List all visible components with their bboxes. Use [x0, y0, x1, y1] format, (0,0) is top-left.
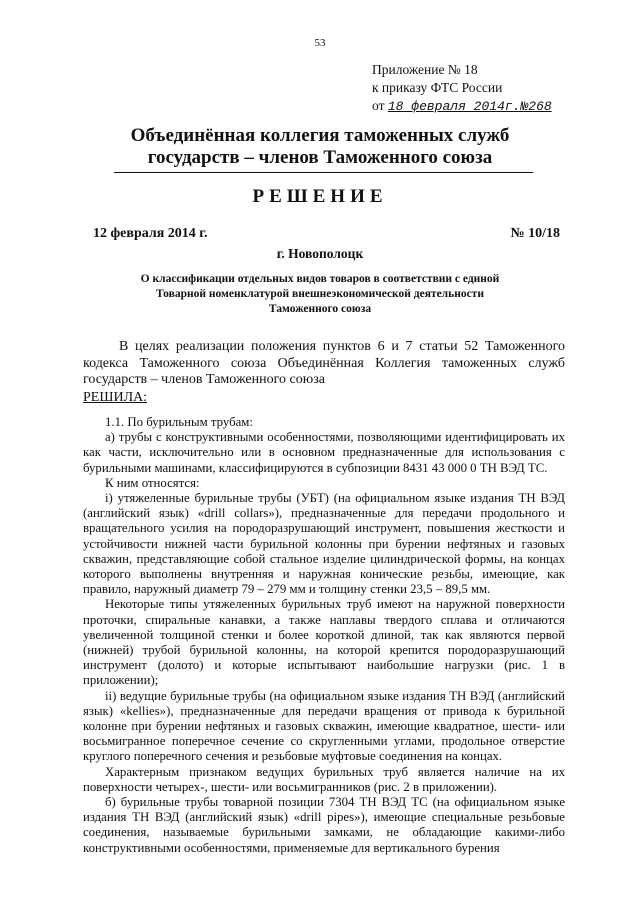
paragraph: а) трубы с конструктивными особенностями, позволяющими идентифицировать их как части, исключительно или в основном предназначенные для использования с бурильными машинами, классифицируются в субпозиции 8431 43 000 0 ТН ВЭД ТС. — [83, 430, 565, 475]
paragraph: б) бурильные трубы товарной позиции 7304 ТН ВЭД ТС (на официальном языке издания ТН ВЭД (английский язык) «drill pipes»), имеющие специальные резьбовые соединения, называемые бурильными замками, не обладающие какими-либо конструктивными особенностями, применяемые для вертикального бурения — [83, 795, 565, 855]
decision-date: 12 февраля 2014 г. — [93, 226, 208, 241]
paragraph: Некоторые типы утяжеленных бурильных труб имеют на наружной поверхности проточки, спиральные канавки, а также наплавы твердого сплава и отличаются увеличенной толщиной стенки и более короткой длиной, так как являются первой (нижней) трубой бурильной колонны, на которой крепится породоразрушающий инструмент (долото) и которые испытывают наибольшие нагрузки (рис. 1 в приложении); — [83, 597, 565, 688]
title-divider — [114, 172, 533, 173]
appendix-block — [372, 61, 552, 116]
decision-body — [83, 415, 565, 856]
organization-line-2: государств – членов Таможенного союза — [147, 147, 493, 168]
decision-subject — [110, 272, 530, 317]
paragraph: 1.1. По бурильным трубам: — [105, 415, 253, 429]
preamble — [83, 339, 565, 389]
appendix-line-1: Приложение № 18 — [372, 62, 478, 77]
subject-line-3: Таможенного союза — [268, 303, 372, 315]
decision-number: № 10/18 — [510, 226, 560, 241]
paragraph: К ним относятся: — [105, 475, 200, 490]
paragraph: Характерным признаком ведущих бурильных труб является наличие на их поверхности четырех-, шести- или восьмигранников (рис. 2 в приложении). — [83, 764, 565, 794]
appendix-date-prefix: от — [372, 98, 385, 113]
subject-line-2: Товарной номенклатурой внешнеэкономической деятельности — [156, 288, 484, 300]
appendix-line-3 — [372, 97, 552, 116]
appendix-handwritten-date: 18 февраля 2014г.№268 — [387, 99, 552, 114]
appendix-line-2: к приказу ФТС России — [372, 80, 503, 95]
paragraph: i) утяжеленные бурильные трубы (УБТ) (на официальном языке издания ТН ВЭД (английский язык) «drill collars»), предназначенные для передачи продольного и вращательного усилия на породоразрушающий инструмент, повышения жесткости и устойчивости нижней части бурильной колонны при бурении нефтяных и газовых скважин, представляющие собой стальное изделие цилиндрической формы, на концах которого выполнены внутренняя и наружная конические резьбы, имеющие, как правило, наружный диаметр 79 – 279 мм и толщину стенки 23,5 – 89,5 мм. — [83, 491, 565, 597]
subject-line-1: О классификации отдельных видов товаров в соответствии с единой — [140, 273, 500, 285]
organization-line-1: Объединённая коллегия таможенных служб — [130, 125, 510, 146]
paragraph: ii) ведущие бурильные трубы (на официальном языке издания ТН ВЭД (английский язык) «kellies»), предназначенные для передачи вращения от привода к бурильной колонне при бурении нефтяных и газовых скважин, имеющие квадратное, шести- или восьмигранное поперечное сечение со скругленными углами, продольное отверстие круглого поперечного сечения и резьбовые муфтовые соединения на концах. — [83, 688, 565, 764]
decision-city: г. Новополоцк — [276, 246, 364, 261]
organization-title — [0, 125, 640, 169]
resolved-heading: РЕШИЛА: — [83, 390, 148, 405]
page-number: 53 — [314, 37, 326, 49]
preamble-text: В целях реализации положения пунктов 6 и 7 статьи 52 Таможенного кодекса Таможенного союза Объединённая Коллегия таможенных служб государств – членов Таможенного союза — [83, 339, 565, 387]
document-title: РЕШЕНИЕ — [252, 186, 388, 207]
